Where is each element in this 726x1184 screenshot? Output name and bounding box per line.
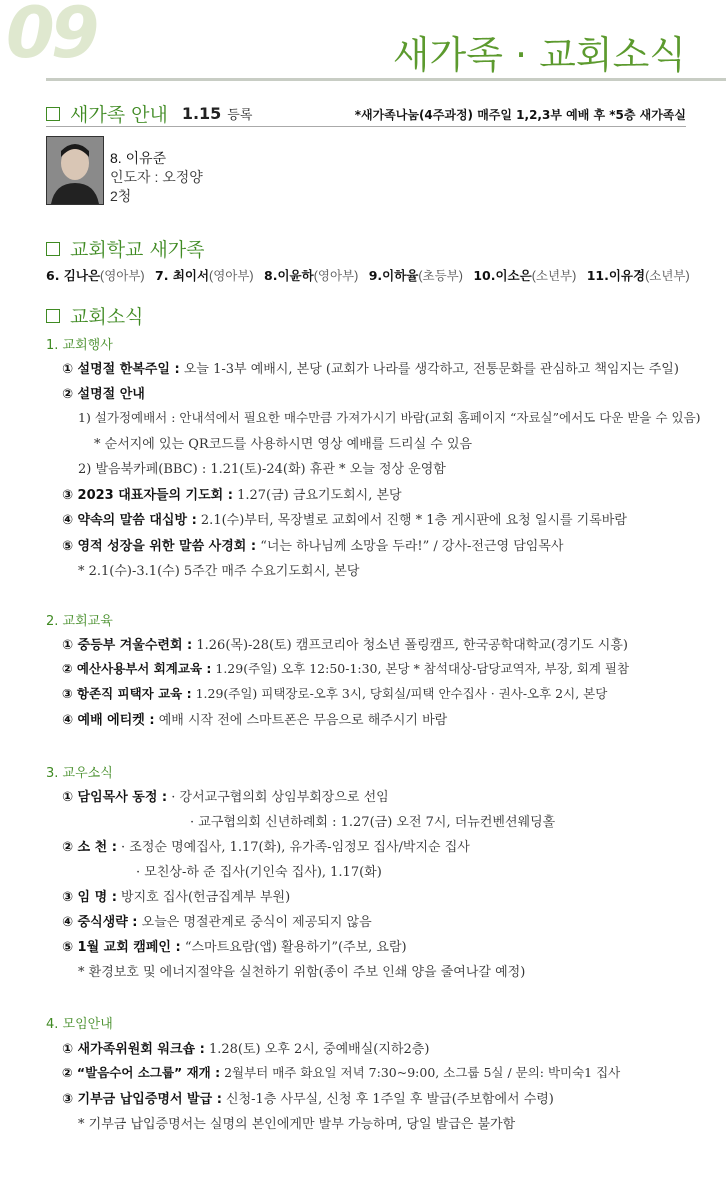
school-item: 6. 김나은(영아부)	[46, 268, 145, 283]
page-title: 새가족 · 교회소식	[392, 33, 686, 77]
page-number: 09	[6, 0, 96, 74]
school-item: 7. 최이서(영아부)	[155, 268, 254, 283]
members-item: ① 담임목사 동정 : · 강서교구협의회 상임부회장으로 선임	[62, 790, 389, 805]
school-item: 11.이유경(소년부)	[586, 268, 690, 283]
events-item: ④ 약속의 말씀 대십방 : 2.1(수)부터, 목장별로 교회에서 진행 * 1층 게시판에 요청 일시를 기록바람	[62, 513, 627, 528]
education-item: ③ 항존직 피택자 교육 : 1.29(주일) 피택장로-오후 3시, 당회실/피택 안수집사 · 권사-오후 2시, 본당	[62, 686, 608, 701]
events-item: ① 설명절 한복주일 : 오늘 1-3부 예배시, 본당 (교회가 나라를 생각하고, 전통문화를 관심하고 책임지는 주일)	[62, 362, 679, 377]
members-item: * 환경보호 및 에너지절약을 실천하기 위함(종이 주보 인쇄 양을 줄여나갈 예정)	[78, 965, 526, 980]
newfamily-heading-text: 새가족 안내	[70, 104, 168, 126]
section-events-title: 1. 교회행사	[46, 338, 113, 353]
member-guide: 인도자 : 오정양	[110, 169, 203, 185]
meetings-item: ③ 기부금 납입증명서 발급 : 신청-1층 사무실, 신청 후 1주일 후 발급(주보함에서 수령)	[62, 1092, 554, 1107]
newfamily-date: 1.15	[181, 104, 222, 123]
events-item: 1) 설가정예배서 : 안내석에서 필요한 매수만큼 가져가시기 바람(교회 홈페이지 “자료실”에서도 다운 받을 수 있음)	[78, 410, 701, 425]
events-item: ⑤ 영적 성장을 위한 말씀 사경회 : “너는 하나님께 소망을 두라!” / 강사-전근영 담임목사	[62, 539, 564, 554]
meetings-item: ① 새가족위원회 워크숍 : 1.28(토) 오후 2시, 중예배실(지하2층)	[62, 1042, 430, 1057]
school-item: 8.이윤하(영아부)	[264, 268, 359, 283]
meetings-item: * 기부금 납입증명서는 실명의 본인에게만 발부 가능하며, 당일 발급은 불가함	[78, 1117, 516, 1132]
member-photo	[46, 136, 104, 205]
members-item: ② 소 천 : · 조정순 명예집사, 1.17(화), 유가족-임정모 집사/박지순 집사	[62, 840, 470, 855]
section-education-title: 2. 교회교육	[46, 614, 113, 629]
member-name: 8. 이유준	[110, 150, 167, 166]
newfamily-note: *새가족나눔(4주과정) 매주일 1,2,3부 예배 후 *5층 새가족실	[354, 108, 686, 122]
events-item: 2) 발음북카페(BBC) : 1.21(토)-24(화) 휴관 * 오늘 정상 운영함	[78, 462, 446, 477]
news-heading-text: 교회소식	[70, 306, 144, 328]
events-item: * 2.1(수)-3.1(수) 5주간 매주 수요기도회시, 본당	[78, 564, 360, 579]
education-item: ④ 예배 에티켓 : 예배 시작 전에 스마트폰은 무음으로 해주시기 바람	[62, 713, 448, 728]
members-item: · 교구협의회 신년하례회 : 1.27(금) 오전 7시, 더뉴컨벤션웨딩홀	[190, 815, 556, 830]
meetings-item: ② “발음수어 소그룹” 재개 : 2월부터 매주 화요일 저녁 7:30~9:00, 소그룹 5실 / 문의: 박미숙1 집사	[62, 1065, 621, 1080]
section-meetings-title: 4. 모임안내	[46, 1017, 113, 1032]
divider	[46, 126, 686, 127]
members-item: · 모친상-하 준 집사(기인숙 집사), 1.17(화)	[136, 865, 382, 880]
title-divider	[46, 78, 726, 81]
member-group: 2청	[110, 188, 132, 204]
school-list	[46, 266, 690, 284]
education-item: ② 예산사용부서 회계교육 : 1.29(주일) 오후 12:50-1:30, 본당 * 참석대상-담당교역자, 부장, 회계 필참	[62, 661, 630, 676]
members-item: ③ 임 명 : 방지호 집사(헌금집계부 부원)	[62, 890, 291, 905]
school-heading	[46, 235, 205, 262]
section-members-title: 3. 교우소식	[46, 766, 113, 781]
members-item: ④ 중식생략 : 오늘은 명절관계로 중식이 제공되지 않음	[62, 915, 372, 930]
checkbox-icon	[46, 107, 60, 121]
newfamily-date-suffix: 등록	[227, 108, 253, 123]
checkbox-icon	[46, 242, 60, 256]
events-item: ② 설명절 안내	[62, 387, 145, 402]
school-item: 10.이소은(소년부)	[473, 268, 577, 283]
checkbox-icon	[46, 309, 60, 323]
school-heading-text: 교회학교 새가족	[70, 239, 205, 261]
events-item: * 순서지에 있는 QR코드를 사용하시면 영상 예배를 드리실 수 있음	[94, 437, 473, 452]
school-item: 9.이하율(초등부)	[368, 268, 463, 283]
members-item: ⑤ 1월 교회 캠페인 : “스마트요람(앱) 활용하기”(주보, 요람)	[62, 940, 407, 955]
education-item: ① 중등부 겨울수련회 : 1.26(목)-28(토) 캠프코리아 청소년 폴링캠프, 한국공학대학교(경기도 시흥)	[62, 638, 628, 653]
newfamily-heading	[46, 100, 252, 127]
news-heading	[46, 302, 143, 329]
events-item: ③ 2023 대표자들의 기도회 : 1.27(금) 금요기도회시, 본당	[62, 488, 402, 503]
